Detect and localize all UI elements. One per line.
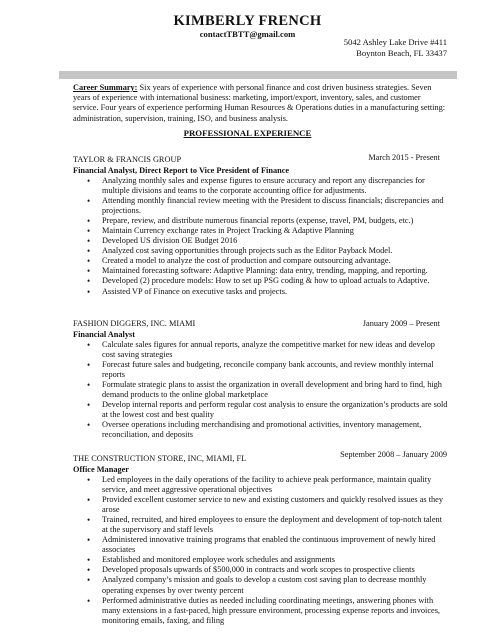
job-bullet: • Forecast future sales and budgeting, reconcile company bank accounts, and review monthly internal reports	[102, 360, 450, 380]
job-bullet: • Maintained forecasting software: Adaptive Planning: data entry, trending, mapping, and reporting.	[102, 266, 450, 276]
job-bullet: • Developed US division OE Budget 2016	[102, 236, 450, 246]
job-bullet: • Provided excellent customer service to new and existing customers and quickly resolved issues as they arose	[102, 495, 450, 515]
job-bullet: • Created a model to analyze the cost of production and compare outsourcing advantage.	[102, 256, 450, 266]
career-summary-label: Career Summary:	[73, 83, 138, 92]
job-bullet: • Prepare, review, and distribute numerous financial reports (expense, travel, PM, budgets, etc.)	[102, 216, 450, 226]
job-bullet: • Led employees in the daily operations of the facility to achieve peak performance, maintain quality service, and meet aggressive operational objectives	[102, 475, 450, 495]
job-company: THE CONSTRUCTION STORE, INC, MIAMI, FL	[73, 454, 247, 463]
address-line-2: Boynton Beach, FL 33437	[356, 47, 447, 58]
career-summary-text: Six years of experience with personal finance and cost driven business strategies. Seven years of experience with international business: marketing, import/export, inventory, sales, and customer service. Four years of experience performing Human Resources & Operations duties in a manufacturing setting: administration, supervision, training, ISO, and business analysis.	[73, 83, 446, 123]
job-bullet-list	[73, 340, 450, 440]
job-bullet-list	[73, 475, 450, 626]
job-bullet: • Formulate strategic plans to assist the organization in overall development and bring hard to find, high demand products to the online global marketplace	[102, 380, 450, 400]
job-bullet: • Trained, recruited, and hired employees to ensure the deployment and development of top-notch talent at the supervisory and staff levels	[102, 515, 450, 535]
job-bullet: • Oversee operations including merchandising and promotional activities, inventory management, reconciliation, and deposits	[102, 420, 450, 440]
address-line-1: 5042 Ashley Lake Drive #411	[343, 37, 447, 47]
divider-bar	[59, 71, 457, 79]
job-bullet: • Calculate sales figures for annual reports, analyze the competitive market for new ideas and develop cost saving strategies	[102, 340, 450, 360]
job-bullet: • Analyzing monthly sales and expense figures to ensure accuracy and report any discrepancies for multiple divisions and teams to the corporate accounting office for adjustments.	[102, 176, 450, 196]
job-bullet: • Established and monitored employee work schedules and assignments	[102, 555, 450, 565]
job-bullet: • Analyzed company’s mission and goals to develop a custom cost saving plan to decrease monthly operating expenses by over twenty percent	[102, 575, 450, 595]
job-bullet: • Developed (2) procedure models: How to set up PSG coding & how to upload actuals to Adaptive.	[102, 276, 450, 286]
job-dates: January 2009 – Present	[362, 319, 440, 328]
job-dates: September 2008 – January 2009	[340, 450, 447, 459]
section-title-experience: PROFESSIONAL EXPERIENCE	[183, 128, 312, 138]
job-bullet: • Developed proposals upwards of $500,000 in contracts and work scopes to prospective clients	[102, 565, 450, 575]
career-summary	[73, 83, 447, 124]
job-bullet: • Analyzed cost saving opportunities through projects such as the Editor Payback Model.	[102, 246, 450, 256]
job-entry	[73, 450, 450, 626]
job-title: Office Manager	[73, 464, 129, 474]
job-entry	[73, 319, 450, 440]
job-company: TAYLOR & FRANCIS GROUP	[73, 155, 182, 164]
candidate-email[interactable]: contactTBTT@gmail.com	[199, 29, 296, 39]
job-bullet: • Administered innovative training programs that enabled the continuous improvement of newly hired associates	[102, 535, 450, 555]
job-title: Financial Analyst, Direct Report to Vice President of Finance	[73, 165, 290, 175]
job-bullet: • Assisted VP of Finance on executive tasks and projects.	[102, 287, 450, 297]
job-bullet: • Maintain Currency exchange rates in Project Tracking & Adaptive Planning	[102, 226, 450, 236]
job-title: Financial Analyst	[73, 329, 136, 339]
candidate-name: KIMBERLY FRENCH	[173, 13, 322, 29]
job-bullet-list	[73, 176, 450, 297]
job-bullet: • Performed administrative duties as needed including coordinating meetings, answering phones with many extensions in a fast-paced, high pressure environment, processing expense reports and invoices, monitoring emails, faxing, and filing	[102, 596, 450, 626]
job-bullet: • Develop internal reports and perform regular cost analysis to ensure the organization’s products are sold at the lowest cost and best quality	[102, 400, 450, 420]
job-bullet: • Attending monthly financial review meeting with the President to discuss financials; discrepancies and projections.	[102, 196, 450, 216]
job-company: FASHION DIGGERS, INC. MIAMI	[73, 319, 196, 328]
job-dates: March 2015 - Present	[368, 153, 440, 162]
address-block	[344, 37, 447, 58]
job-entry	[73, 155, 450, 297]
